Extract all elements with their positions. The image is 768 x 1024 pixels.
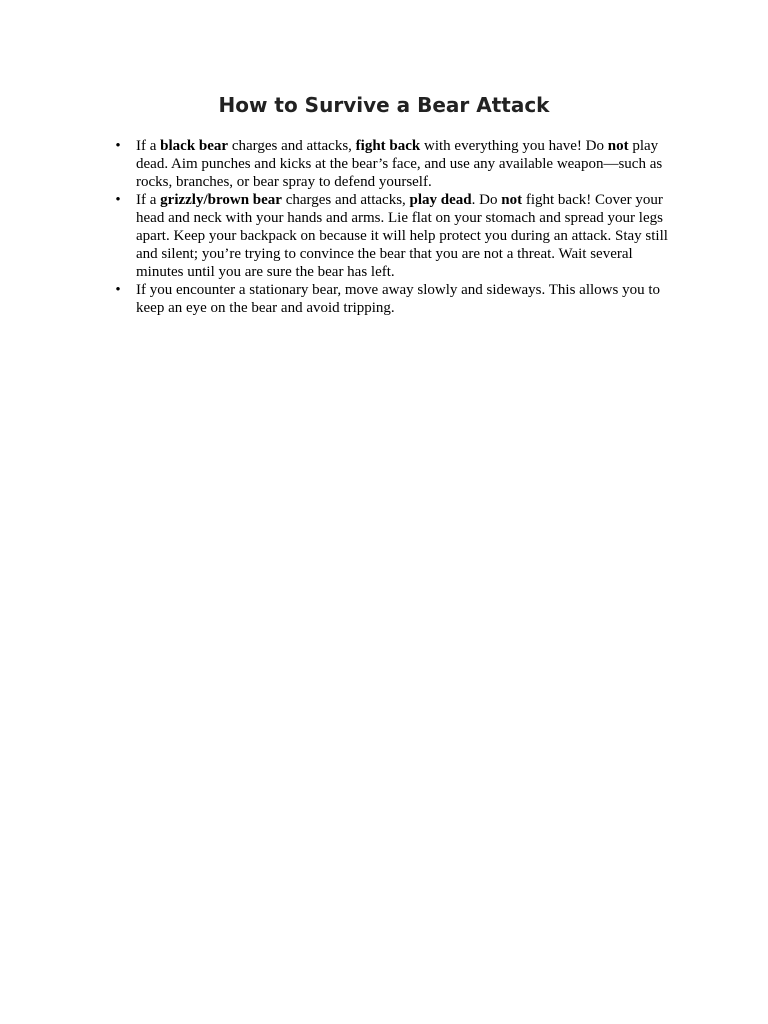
bullet-icon: • [115, 192, 121, 208]
bullet-list [115, 137, 676, 317]
bullet-icon: • [115, 138, 121, 154]
bullet-icon: • [115, 282, 121, 298]
list-item [115, 191, 676, 281]
list-item [115, 281, 676, 317]
bullet-text: If a black bear charges and attacks, fight back with everything you have! Do not play dead. Aim punches and kicks at the bear’s face, and use any available weapon—such as rocks, branches, or bear spray to defend yourself. [136, 138, 663, 190]
page-title: How to Survive a Bear Attack [218, 93, 550, 117]
bullet-text: If you encounter a stationary bear, move away slowly and sideways. This allows you to keep an eye on the bear and avoid tripping. [136, 282, 660, 316]
list-item [115, 137, 676, 191]
bullet-text: If a grizzly/brown bear charges and attacks, play dead. Do not fight back! Cover your head and neck with your hands and arms. Lie flat on your stomach and spread your legs apart. Keep your backpack on because it will help protect you during an attack. Stay still and silent; you’re trying to convince the bear that you are not a threat. Wait several minutes until you are sure the bear has left. [136, 192, 668, 280]
